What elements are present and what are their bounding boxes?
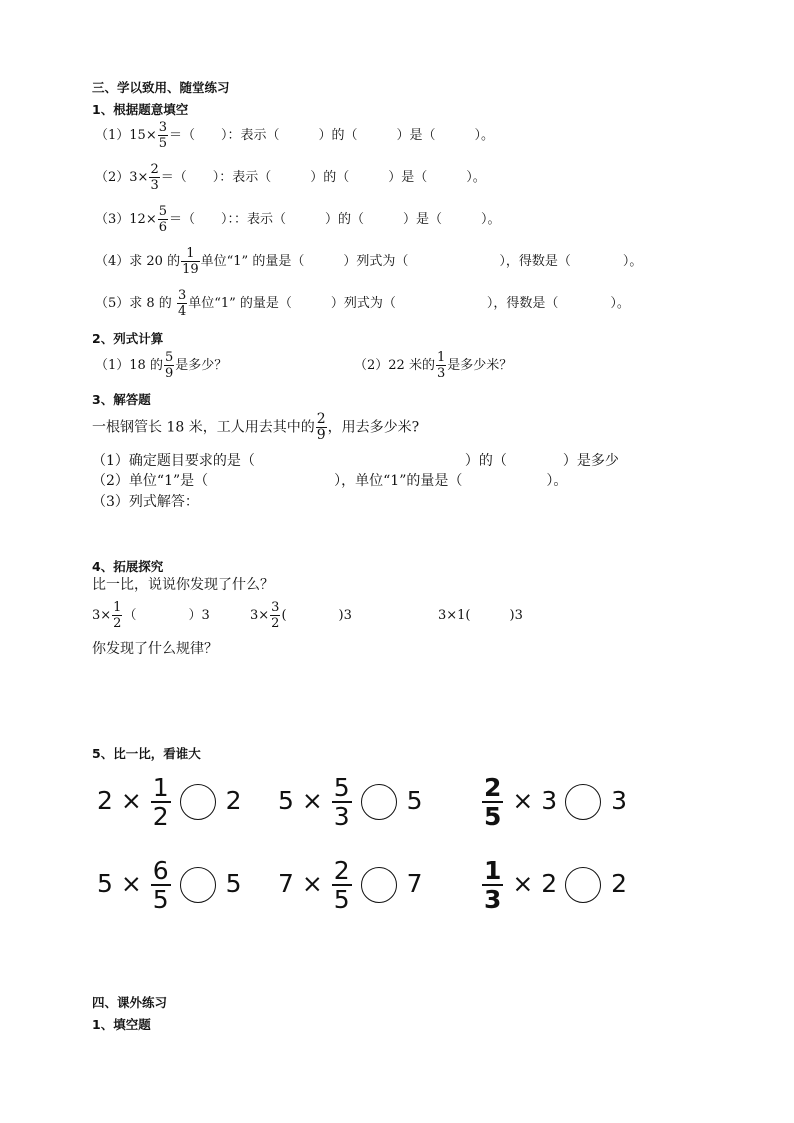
question-3-title: 3、解答题 <box>92 392 151 407</box>
q4-expr-2: 3× $\frac{3}{2}$ ( )3 <box>250 600 352 631</box>
q1-item-4: （4）求 20 的 $\frac{1}{19}$ 单位“1” 的量是（ ）列式为（ ），得数是（ ）。 <box>95 246 643 277</box>
q2-item-1: （1）18 的 $\frac{5}{9}$ 是多少？ <box>95 350 228 381</box>
q1-item-2: （2）3× $\frac{2}{3}$ ＝（ ）：表示（ ）的（ ）是（ ）。 <box>95 162 486 193</box>
compare-circle[interactable] <box>565 867 601 903</box>
fraction: $\frac{2}{5}$ <box>333 856 350 914</box>
q4-question: 你发现了什么规律？ <box>92 641 218 657</box>
fraction: $\frac{5}{9}$ <box>164 350 174 381</box>
fraction: $\frac{2}{3}$ <box>150 162 159 193</box>
compare-circle[interactable] <box>565 784 601 820</box>
section-4-question-1-title: 1、填空题 <box>92 1017 151 1032</box>
q4-expr-3: 3×1( )3 <box>438 608 523 623</box>
question-4-title: 4、拓展探究 <box>92 559 164 574</box>
fraction: $\frac{5}{6}$ <box>158 204 167 235</box>
q1-item-1: （1）15× $\frac{3}{5}$ ＝（ ）：表示（ ）的（ ）是（ ）。 <box>95 120 495 151</box>
fraction: $\frac{3}{5}$ <box>158 120 167 151</box>
compare-circle[interactable] <box>361 867 397 903</box>
compare-circle[interactable] <box>361 784 397 820</box>
q3-line-3: （3）列式解答： <box>92 494 199 510</box>
q4-expr-1: 3× $\frac{1}{2}$ （ ）3 <box>92 600 210 631</box>
fraction: $\frac{5}{3}$ <box>333 773 350 831</box>
compare-expr: 5 × $\frac{5}{3}$ 5 <box>278 773 423 831</box>
fraction: $\frac{3}{2}$ <box>271 600 280 631</box>
section-4-title: 四、课外练习 <box>92 995 168 1010</box>
question-1-title: 1、根据题意填空 <box>92 102 189 117</box>
q4-prompt: 比一比，说说你发现了什么？ <box>92 577 274 593</box>
fraction: $\frac{6}{5}$ <box>152 856 169 914</box>
fraction: $\frac{1}{3}$ <box>484 856 502 914</box>
compare-circle[interactable] <box>180 784 216 820</box>
q3-stem: 一根钢管长 18 米，工人用去其中的 $\frac{2}{9}$ ，用去多少米? <box>92 411 420 443</box>
fraction: $\frac{2}{9}$ <box>316 411 326 443</box>
fraction: $\frac{1}{3}$ <box>436 350 446 381</box>
fraction: $\frac{1}{2}$ <box>113 600 122 631</box>
fraction: $\frac{1}{2}$ <box>152 773 169 831</box>
compare-expr: $\frac{2}{5}$ × 3 3 <box>484 773 628 831</box>
fraction: $\frac{3}{4}$ <box>177 288 187 319</box>
q2-item-2: （2）22 米的 $\frac{1}{3}$ 是多少米？ <box>354 350 513 381</box>
q1-item-3: （3）12× $\frac{5}{6}$ ＝（ ）：：表示（ ）的（ ）是（ ）。 <box>95 204 501 235</box>
compare-expr: 5 × $\frac{6}{5}$ 5 <box>97 856 242 914</box>
question-2-title: 2、列式计算 <box>92 331 164 346</box>
compare-expr: 7 × $\frac{2}{5}$ 7 <box>278 856 423 914</box>
fraction: $\frac{1}{19}$ <box>182 246 199 277</box>
q3-line-2: （2）单位“1”是（ ），单位“1”的量是（ ）。 <box>92 473 568 489</box>
compare-expr: $\frac{1}{3}$ × 2 2 <box>484 856 628 914</box>
section-3-title: 三、学以致用、随堂练习 <box>92 80 230 95</box>
q1-item-5: （5）求 8 的 $\frac{3}{4}$ 单位“1” 的量是（ ）列式为（ ），得数是（ ）。 <box>95 288 630 319</box>
compare-circle[interactable] <box>180 867 216 903</box>
question-5-title: 5、比一比，看谁大 <box>92 746 201 761</box>
q3-line-1: （1）确定题目要求的是（ ）的（ ）是多少 <box>92 453 619 469</box>
compare-expr: 2 × $\frac{1}{2}$ 2 <box>97 773 242 831</box>
fraction: $\frac{2}{5}$ <box>484 773 502 831</box>
